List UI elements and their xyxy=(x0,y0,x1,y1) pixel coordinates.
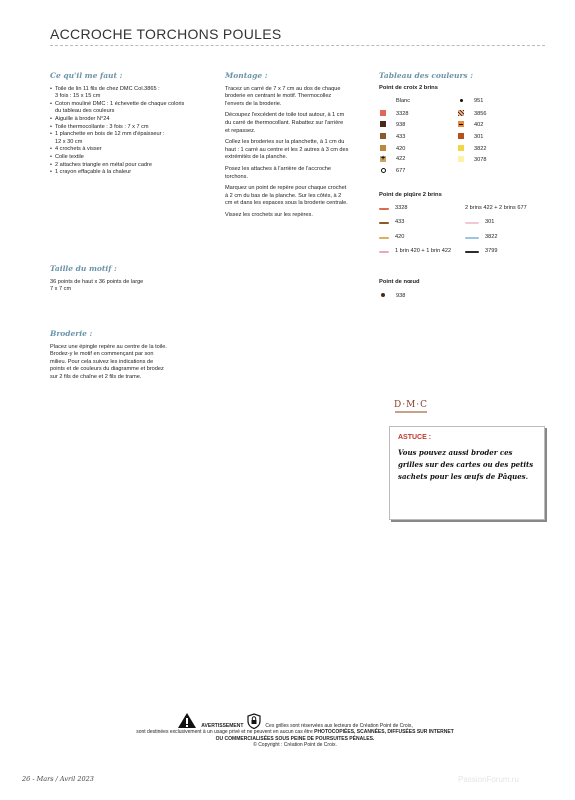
cross-stitch-entry xyxy=(379,121,405,131)
knot-row xyxy=(379,293,549,305)
backstitch-row xyxy=(379,234,549,249)
cross-stitch-entry xyxy=(379,133,405,143)
color-code: 2 brins 422 + 2 brins 677 xyxy=(465,204,527,211)
materials-item-text: Coton mouliné DMC : 1 échevette de chaque coloris xyxy=(55,100,185,107)
color-code: Blanc xyxy=(396,98,410,105)
color-code: 301 xyxy=(485,219,495,226)
knot-heading: Point de nœud xyxy=(379,278,420,285)
embroidery-section xyxy=(50,330,168,382)
stitch-symbol-icon xyxy=(379,121,387,131)
warning-copyright: © Copyright : Création Point de Croix. xyxy=(253,742,337,748)
tip-label: ASTUCE : xyxy=(398,434,432,441)
dmc-logo-underline xyxy=(395,411,427,413)
materials-section xyxy=(50,72,190,177)
cross-stitch-entry xyxy=(457,156,486,166)
stitch-symbol-icon xyxy=(457,110,465,120)
color-code: 3822 xyxy=(485,233,498,240)
materials-item-text: Colle textile xyxy=(55,153,84,160)
materials-item xyxy=(50,131,190,146)
materials-item-text: Aiguille à broder N°24 xyxy=(55,115,110,122)
color-code: 3822 xyxy=(474,145,487,152)
stitch-symbol-icon: + xyxy=(380,155,386,163)
cross-stitch-row xyxy=(379,133,549,145)
assembly-paragraph: Découpez l'excédent de toile tout autour, à 1 cm du carré de thermocollant. Rabattez sur l'arrière et repassez. xyxy=(225,112,345,134)
materials-item-detail: 12 x 30 cm xyxy=(55,138,83,145)
color-code: 951 xyxy=(474,98,484,105)
materials-item-detail: du tableau des couleurs xyxy=(55,108,115,115)
materials-item-text: 4 crochets à visser xyxy=(55,146,102,153)
color-code: 402 xyxy=(474,122,484,129)
knot-entry xyxy=(379,293,405,301)
page-folio: 26 - Mars / Avril 2023 xyxy=(22,775,94,783)
stitch-symbol-icon xyxy=(457,145,465,155)
embroidery-heading: Broderie : xyxy=(50,329,93,338)
materials-item xyxy=(50,116,190,124)
cross-stitch-entry xyxy=(379,145,405,155)
color-code: 433 xyxy=(395,219,405,226)
color-table-heading: Tableau des couleurs : xyxy=(379,71,474,80)
warning-icon xyxy=(177,712,197,729)
copyright-warning xyxy=(60,712,530,749)
materials-item xyxy=(50,101,190,116)
backstitch-entry xyxy=(465,205,527,213)
backstitch-row xyxy=(379,219,549,234)
assembly-section xyxy=(225,72,349,224)
motif-size-heading: Taille du motif : xyxy=(50,264,117,273)
backstitch-entry xyxy=(465,248,497,256)
color-code: 433 xyxy=(396,133,406,140)
cross-stitch-row xyxy=(379,98,549,110)
materials-item-detail: 3 fois : 15 x 15 cm xyxy=(55,93,101,100)
warning-title: AVERTISSEMENT xyxy=(201,722,244,729)
cross-stitch-entry xyxy=(379,98,410,106)
color-code: 3328 xyxy=(396,110,409,117)
tip-box xyxy=(389,426,545,520)
materials-item xyxy=(50,124,190,132)
materials-item xyxy=(50,169,190,177)
cross-stitch-row xyxy=(379,121,549,133)
cross-stitch-entry xyxy=(457,121,483,131)
materials-heading: Ce qu'il me faut : xyxy=(50,71,123,80)
materials-item-text: Toile thermocollante : 3 fois : 7 x 7 cm xyxy=(55,123,149,130)
motif-size-dimensions: 36 points de haut x 36 points de large xyxy=(50,278,144,285)
assembly-paragraph: Tracez un carré de 7 x 7 cm au dos de chaque broderie en centrant le motif. Thermocollez l'envers de la broderie. xyxy=(225,85,341,107)
cross-stitch-heading: Point de croix 2 brins xyxy=(379,84,438,91)
color-code: 420 xyxy=(395,233,405,240)
knot-dot-icon xyxy=(379,293,387,301)
backstitch-entry xyxy=(379,205,407,213)
backstitch-heading: Point de piqûre 2 brins xyxy=(379,192,442,199)
dmc-logo: D·M·C xyxy=(394,400,429,410)
assembly-paragraph: Collez les broderies sur la planchette, à 1 cm du haut : 1 carré au centre et les 2 autres à 3 cm des extrémités de la planche. xyxy=(225,139,349,161)
tip-text: Vous pouvez aussi broder ces grilles sur des cartes ou des petits sachets pour les œufs de Pâques. xyxy=(398,448,534,481)
cross-stitch-legend xyxy=(379,98,549,179)
materials-list xyxy=(50,86,190,177)
color-code: 938 xyxy=(396,122,406,129)
knot-legend xyxy=(379,293,549,305)
backstitch-line-icon xyxy=(379,222,389,224)
stitch-symbol-icon xyxy=(457,98,465,106)
materials-item xyxy=(50,146,190,154)
backstitch-entry xyxy=(379,219,404,227)
backstitch-line-icon xyxy=(379,208,389,210)
assembly-heading: Montage : xyxy=(225,71,268,80)
color-code: 3799 xyxy=(485,248,498,255)
backstitch-legend xyxy=(379,205,549,263)
stitch-symbol-icon xyxy=(457,156,465,166)
cross-stitch-entry xyxy=(379,168,405,177)
cross-stitch-row xyxy=(379,168,549,180)
stitch-symbol-icon xyxy=(457,133,465,143)
materials-item xyxy=(50,154,190,162)
assembly-paragraph: Posez les attaches à l'arrière de l'accroche torchons. xyxy=(225,165,331,180)
stitch-symbol-icon xyxy=(457,121,465,131)
stitch-symbol-icon xyxy=(379,168,387,177)
title-divider xyxy=(50,45,545,46)
color-code: 677 xyxy=(396,168,406,175)
cross-stitch-row xyxy=(379,156,549,168)
backstitch-row xyxy=(379,205,549,220)
lock-shield-icon xyxy=(247,713,261,729)
materials-item-text: Toile de lin 11 fils de chez DMC Col.3865 : xyxy=(55,85,160,92)
color-code: 422 xyxy=(396,156,406,163)
backstitch-line-icon xyxy=(379,237,389,239)
backstitch-entry xyxy=(465,219,494,227)
warning-line-2b: PHOTOCOPIÉES, SCANNÉES, DIFFUSÉES SUR INTERNET xyxy=(314,729,454,735)
cross-stitch-row xyxy=(379,145,549,157)
backstitch-line-icon xyxy=(379,251,389,253)
assembly-paragraphs xyxy=(225,86,349,220)
stitch-symbol-icon xyxy=(379,110,387,120)
color-code: 938 xyxy=(396,292,406,299)
backstitch-line-icon xyxy=(465,222,479,224)
color-code: 3328 xyxy=(395,204,408,211)
stitch-symbol-icon xyxy=(379,145,387,155)
materials-item xyxy=(50,86,190,101)
warning-line-2a: sont destinées exclusivement à un usage privé et ne peuvent en aucun cas être xyxy=(136,729,315,735)
backstitch-row xyxy=(379,248,549,263)
materials-item-text: 1 planchette en bois de 12 mm d'épaisseur : xyxy=(55,131,165,138)
cross-stitch-entry xyxy=(457,98,483,106)
motif-size-section xyxy=(50,265,190,294)
backstitch-entry xyxy=(379,248,451,256)
backstitch-line-icon xyxy=(465,251,479,253)
materials-item-text: 1 crayon effaçable à la chaleur xyxy=(55,169,132,176)
stitch-symbol-icon xyxy=(379,133,387,143)
page-title: ACCROCHE TORCHONS POULES xyxy=(50,26,282,42)
cross-stitch-entry xyxy=(379,110,408,120)
color-code: 3078 xyxy=(474,157,487,164)
assembly-paragraph: Vissez les crochets sur les repères. xyxy=(225,211,313,218)
color-code: 3856 xyxy=(474,110,487,117)
color-code: 420 xyxy=(396,145,406,152)
backstitch-entry xyxy=(379,234,404,242)
cross-stitch-entry xyxy=(457,110,486,120)
materials-item xyxy=(50,162,190,170)
cross-stitch-entry xyxy=(379,156,405,164)
backstitch-entry xyxy=(465,234,497,242)
backstitch-line-icon xyxy=(465,237,479,239)
cross-stitch-entry xyxy=(457,145,486,155)
warning-line-3: OU COMMERCIALISÉES SOUS PEINE DE POURSUITES PÉNALES. xyxy=(215,735,375,742)
embroidery-text: Placez une épingle repère au centre de la toile. Brodez-y le motif en commençant par son milieu. Pour cela suivez les indications de points et de couleurs du diagramme et brodez sur 2 fils de chaîne et 2 fils de trame. xyxy=(50,343,167,380)
assembly-paragraph: Marquez un point de repère pour chaque crochet à 2 cm du bas de la planche. Sur les côtés, à 2 cm et dans les espaces sous la broderie centrale. xyxy=(225,185,348,207)
materials-item-text: 2 attaches triangle en métal pour cadre xyxy=(55,161,153,168)
watermark: PassionForum.ru xyxy=(458,775,519,784)
motif-size-cm: 7 x 7 cm xyxy=(50,286,72,293)
cross-stitch-entry xyxy=(457,133,483,143)
warning-line-1: Ces grilles sont réservées aux lecteurs de Création Point de Croix, xyxy=(265,722,413,729)
color-code: 301 xyxy=(474,133,484,140)
color-table xyxy=(379,72,549,304)
color-code: 1 brin 420 + 1 brin 422 xyxy=(395,248,452,255)
cross-stitch-row xyxy=(379,110,549,122)
